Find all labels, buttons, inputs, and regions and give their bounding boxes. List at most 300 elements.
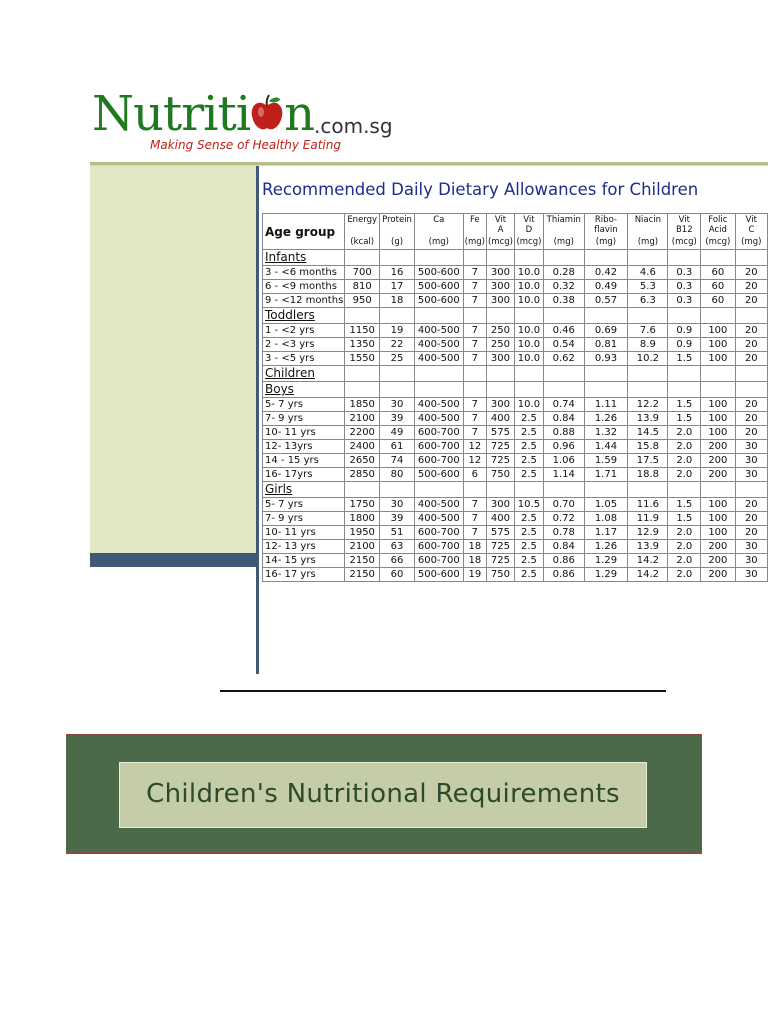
- value-cell: 500-600: [414, 266, 463, 280]
- value-cell: 1.5: [668, 412, 701, 426]
- value-cell: 600-700: [414, 440, 463, 454]
- value-cell: 2.5: [514, 540, 543, 554]
- value-cell: 2.0: [668, 454, 701, 468]
- value-cell: 19: [463, 568, 486, 582]
- section-label: Toddlers: [263, 308, 345, 324]
- table-row: [263, 294, 768, 308]
- value-cell: 19: [380, 324, 415, 338]
- value-cell: 7: [463, 426, 486, 440]
- age-cell: 2 - <3 yrs: [263, 338, 345, 352]
- empty-cell: [345, 366, 380, 382]
- empty-cell: [628, 250, 668, 266]
- value-cell: 30: [380, 398, 415, 412]
- value-cell: 22: [380, 338, 415, 352]
- value-cell: 1.32: [584, 426, 628, 440]
- banner-title: Children's Nutritional Requirements: [146, 779, 620, 809]
- empty-cell: [414, 482, 463, 498]
- apple-icon: [250, 88, 284, 126]
- empty-cell: [414, 308, 463, 324]
- value-cell: 12.9: [628, 526, 668, 540]
- empty-cell: [345, 382, 380, 398]
- value-cell: 0.46: [543, 324, 584, 338]
- value-cell: 60: [701, 280, 736, 294]
- column-header: [414, 214, 463, 250]
- section-label: Infants: [263, 250, 345, 266]
- value-cell: 500-600: [414, 294, 463, 308]
- empty-cell: [668, 382, 701, 398]
- value-cell: 100: [701, 498, 736, 512]
- value-cell: 12: [463, 454, 486, 468]
- value-cell: 750: [486, 568, 514, 582]
- table-row: [263, 398, 768, 412]
- value-cell: 5.3: [628, 280, 668, 294]
- empty-cell: [584, 382, 628, 398]
- table-row: [263, 526, 768, 540]
- value-cell: 1.71: [584, 468, 628, 482]
- column-name-line: B12: [675, 225, 693, 235]
- value-cell: 7: [463, 294, 486, 308]
- value-cell: 1150: [345, 324, 380, 338]
- value-cell: 100: [701, 526, 736, 540]
- column-name-line: flavin: [594, 225, 618, 235]
- value-cell: 10.0: [514, 398, 543, 412]
- column-name-line: A: [497, 225, 504, 235]
- value-cell: 7: [463, 352, 486, 366]
- value-cell: 2100: [345, 540, 380, 554]
- value-cell: 80: [380, 468, 415, 482]
- value-cell: 39: [380, 412, 415, 426]
- value-cell: 300: [486, 398, 514, 412]
- value-cell: 1.26: [584, 540, 628, 554]
- logo-text-left: Nutriti: [92, 86, 251, 142]
- empty-cell: [735, 482, 767, 498]
- value-cell: 49: [380, 426, 415, 440]
- section-row: [263, 482, 768, 498]
- value-cell: 1950: [345, 526, 380, 540]
- value-cell: 20: [735, 498, 767, 512]
- column-unit: (mg): [637, 237, 659, 247]
- vertical-divider: [256, 166, 259, 674]
- column-unit: (kcal): [350, 237, 375, 247]
- column-unit: (mg): [553, 237, 574, 247]
- value-cell: 2400: [345, 440, 380, 454]
- value-cell: 100: [701, 512, 736, 526]
- value-cell: 51: [380, 526, 415, 540]
- column-name-line: Fe: [470, 215, 480, 225]
- value-cell: 12.2: [628, 398, 668, 412]
- empty-cell: [486, 482, 514, 498]
- value-cell: 7: [463, 498, 486, 512]
- value-cell: 810: [345, 280, 380, 294]
- table-row: [263, 454, 768, 468]
- logo-text-right: n: [284, 86, 315, 142]
- table-row: [263, 280, 768, 294]
- section-label: Girls: [263, 482, 345, 498]
- column-header: [463, 214, 486, 250]
- value-cell: 500-600: [414, 280, 463, 294]
- value-cell: 15.8: [628, 440, 668, 454]
- table-row: [263, 324, 768, 338]
- empty-cell: [668, 482, 701, 498]
- value-cell: 30: [735, 568, 767, 582]
- column-unit: (mcg): [487, 237, 513, 247]
- value-cell: 63: [380, 540, 415, 554]
- age-cell: 7- 9 yrs: [263, 412, 345, 426]
- value-cell: 0.3: [668, 294, 701, 308]
- value-cell: 20: [735, 280, 767, 294]
- value-cell: 500-600: [414, 568, 463, 582]
- column-header: [735, 214, 767, 250]
- table-row: [263, 554, 768, 568]
- value-cell: 0.32: [543, 280, 584, 294]
- value-cell: 300: [486, 294, 514, 308]
- value-cell: 0.84: [543, 412, 584, 426]
- column-name-lines: [669, 215, 699, 237]
- column-unit: (mcg): [705, 237, 731, 247]
- banner-panel: [119, 762, 647, 828]
- column-header: [628, 214, 668, 250]
- empty-cell: [628, 366, 668, 382]
- empty-cell: [414, 366, 463, 382]
- column-name-line: Vit: [523, 215, 535, 225]
- value-cell: 0.3: [668, 280, 701, 294]
- empty-cell: [543, 366, 584, 382]
- column-unit: (mg): [464, 237, 485, 247]
- value-cell: 0.28: [543, 266, 584, 280]
- value-cell: 0.74: [543, 398, 584, 412]
- age-cell: 16- 17 yrs: [263, 568, 345, 582]
- empty-cell: [463, 250, 486, 266]
- value-cell: 2.0: [668, 468, 701, 482]
- value-cell: 7: [463, 266, 486, 280]
- value-cell: 2.5: [514, 426, 543, 440]
- column-name-lines: [545, 215, 583, 237]
- empty-cell: [514, 366, 543, 382]
- value-cell: 2.5: [514, 468, 543, 482]
- value-cell: 6: [463, 468, 486, 482]
- value-cell: 725: [486, 554, 514, 568]
- value-cell: 200: [701, 568, 736, 582]
- age-cell: 12- 13yrs: [263, 440, 345, 454]
- value-cell: 0.93: [584, 352, 628, 366]
- empty-cell: [486, 366, 514, 382]
- column-name-line: Protein: [382, 215, 412, 225]
- value-cell: 0.84: [543, 540, 584, 554]
- empty-cell: [543, 482, 584, 498]
- value-cell: 13.9: [628, 412, 668, 426]
- value-cell: 10.0: [514, 266, 543, 280]
- value-cell: 0.86: [543, 554, 584, 568]
- logo-wordmark: [92, 86, 314, 142]
- value-cell: 10.2: [628, 352, 668, 366]
- empty-cell: [380, 366, 415, 382]
- value-cell: 1.05: [584, 498, 628, 512]
- empty-cell: [345, 250, 380, 266]
- value-cell: 10.0: [514, 338, 543, 352]
- value-cell: 66: [380, 554, 415, 568]
- value-cell: 1.08: [584, 512, 628, 526]
- value-cell: 7: [463, 512, 486, 526]
- value-cell: 0.49: [584, 280, 628, 294]
- value-cell: 2.5: [514, 526, 543, 540]
- column-name-lines: [488, 215, 513, 237]
- empty-cell: [345, 482, 380, 498]
- column-header: [701, 214, 736, 250]
- value-cell: 200: [701, 554, 736, 568]
- column-name-line: Niacin: [634, 215, 662, 225]
- table-row: [263, 512, 768, 526]
- column-name-line: Vit: [678, 215, 690, 225]
- value-cell: 400: [486, 512, 514, 526]
- table-row: [263, 266, 768, 280]
- value-cell: 30: [735, 454, 767, 468]
- value-cell: 20: [735, 338, 767, 352]
- value-cell: 20: [735, 398, 767, 412]
- value-cell: 2.0: [668, 554, 701, 568]
- value-cell: 750: [486, 468, 514, 482]
- empty-cell: [463, 308, 486, 324]
- value-cell: 200: [701, 540, 736, 554]
- value-cell: 17.5: [628, 454, 668, 468]
- value-cell: 7: [463, 280, 486, 294]
- value-cell: 725: [486, 440, 514, 454]
- value-cell: 17: [380, 280, 415, 294]
- column-name-lines: [346, 215, 378, 237]
- value-cell: 6.3: [628, 294, 668, 308]
- value-cell: 2.0: [668, 440, 701, 454]
- value-cell: 2850: [345, 468, 380, 482]
- value-cell: 2.5: [514, 512, 543, 526]
- value-cell: 300: [486, 352, 514, 366]
- column-unit: (mg): [741, 237, 762, 247]
- column-name-line: Thiamin: [546, 215, 581, 225]
- value-cell: 1.14: [543, 468, 584, 482]
- value-cell: 600-700: [414, 426, 463, 440]
- value-cell: 11.9: [628, 512, 668, 526]
- section-label: Boys: [263, 382, 345, 398]
- value-cell: 0.70: [543, 498, 584, 512]
- table-row: [263, 540, 768, 554]
- empty-cell: [414, 382, 463, 398]
- value-cell: 18.8: [628, 468, 668, 482]
- value-cell: 0.54: [543, 338, 584, 352]
- empty-cell: [380, 382, 415, 398]
- value-cell: 60: [701, 266, 736, 280]
- value-cell: 30: [735, 440, 767, 454]
- column-name-line: Acid: [708, 225, 727, 235]
- value-cell: 200: [701, 454, 736, 468]
- value-cell: 0.9: [668, 324, 701, 338]
- value-cell: 575: [486, 426, 514, 440]
- value-cell: 0.72: [543, 512, 584, 526]
- value-cell: 1.5: [668, 498, 701, 512]
- column-header: [514, 214, 543, 250]
- empty-cell: [584, 366, 628, 382]
- column-unit: (mg): [595, 237, 617, 247]
- value-cell: 600-700: [414, 454, 463, 468]
- column-name-line: Vit: [494, 215, 507, 225]
- column-name-line: C: [748, 225, 755, 235]
- empty-cell: [701, 250, 736, 266]
- empty-cell: [380, 308, 415, 324]
- value-cell: 10.5: [514, 498, 543, 512]
- empty-cell: [735, 382, 767, 398]
- column-unit: (g): [391, 237, 404, 247]
- value-cell: 0.86: [543, 568, 584, 582]
- value-cell: 61: [380, 440, 415, 454]
- empty-cell: [414, 250, 463, 266]
- empty-cell: [701, 308, 736, 324]
- value-cell: 7: [463, 398, 486, 412]
- value-cell: 8.9: [628, 338, 668, 352]
- column-name-lines: [737, 215, 766, 237]
- value-cell: 25: [380, 352, 415, 366]
- value-cell: 16: [380, 266, 415, 280]
- age-cell: 14 - 15 yrs: [263, 454, 345, 468]
- site-logo: [92, 86, 393, 156]
- age-cell: 12- 13 yrs: [263, 540, 345, 554]
- empty-cell: [701, 482, 736, 498]
- empty-cell: [735, 250, 767, 266]
- value-cell: 500-600: [414, 468, 463, 482]
- value-cell: 600-700: [414, 526, 463, 540]
- value-cell: 1350: [345, 338, 380, 352]
- age-cell: 3 - <5 yrs: [263, 352, 345, 366]
- table-body: [263, 250, 768, 582]
- value-cell: 100: [701, 352, 736, 366]
- column-name-line: Vit: [745, 215, 757, 225]
- age-group-header: Age group: [263, 214, 345, 250]
- banner: [66, 734, 702, 854]
- age-cell: 16- 17yrs: [263, 468, 345, 482]
- column-name-line: Energy: [347, 215, 378, 225]
- value-cell: 12: [463, 440, 486, 454]
- value-cell: 4.6: [628, 266, 668, 280]
- value-cell: 7: [463, 324, 486, 338]
- column-name-lines: [629, 215, 666, 237]
- value-cell: 400-500: [414, 352, 463, 366]
- table-row: [263, 412, 768, 426]
- column-name-lines: [381, 215, 413, 237]
- column-header: [584, 214, 628, 250]
- value-cell: 600-700: [414, 540, 463, 554]
- empty-cell: [628, 308, 668, 324]
- value-cell: 13.9: [628, 540, 668, 554]
- value-cell: 600-700: [414, 554, 463, 568]
- value-cell: 0.69: [584, 324, 628, 338]
- value-cell: 100: [701, 412, 736, 426]
- rda-table: [262, 213, 768, 582]
- value-cell: 0.3: [668, 266, 701, 280]
- empty-cell: [514, 482, 543, 498]
- column-header: [345, 214, 380, 250]
- value-cell: 400-500: [414, 412, 463, 426]
- value-cell: 400-500: [414, 498, 463, 512]
- column-name-lines: [586, 215, 627, 237]
- value-cell: 0.62: [543, 352, 584, 366]
- value-cell: 10.0: [514, 352, 543, 366]
- value-cell: 400-500: [414, 512, 463, 526]
- value-cell: 7: [463, 526, 486, 540]
- left-sidebar-panel: [90, 166, 256, 553]
- value-cell: 2.0: [668, 568, 701, 582]
- empty-cell: [463, 482, 486, 498]
- empty-cell: [701, 366, 736, 382]
- section-row: [263, 308, 768, 324]
- value-cell: 10.0: [514, 294, 543, 308]
- column-unit: (mg): [428, 237, 449, 247]
- empty-cell: [584, 482, 628, 498]
- left-sidebar-band: [90, 553, 256, 567]
- empty-cell: [628, 482, 668, 498]
- logo-domain: .com.sg: [314, 114, 393, 138]
- empty-cell: [345, 308, 380, 324]
- value-cell: 2150: [345, 568, 380, 582]
- logo-tagline: Making Sense of Healthy Eating: [150, 138, 341, 152]
- age-cell: 9 - <12 months: [263, 294, 345, 308]
- column-name-lines: [702, 215, 734, 237]
- column-name-line: Folic: [708, 215, 728, 225]
- age-cell: 5- 7 yrs: [263, 498, 345, 512]
- empty-cell: [628, 382, 668, 398]
- age-cell: 1 - <2 yrs: [263, 324, 345, 338]
- value-cell: 20: [735, 426, 767, 440]
- value-cell: 30: [380, 498, 415, 512]
- value-cell: 1.17: [584, 526, 628, 540]
- value-cell: 250: [486, 324, 514, 338]
- empty-cell: [514, 382, 543, 398]
- value-cell: 60: [701, 294, 736, 308]
- empty-cell: [463, 382, 486, 398]
- value-cell: 0.81: [584, 338, 628, 352]
- empty-cell: [514, 250, 543, 266]
- age-cell: 5- 7 yrs: [263, 398, 345, 412]
- empty-cell: [543, 250, 584, 266]
- table-row: [263, 568, 768, 582]
- value-cell: 725: [486, 454, 514, 468]
- empty-cell: [486, 308, 514, 324]
- value-cell: 400-500: [414, 398, 463, 412]
- value-cell: 300: [486, 498, 514, 512]
- value-cell: 60: [380, 568, 415, 582]
- value-cell: 2100: [345, 412, 380, 426]
- table-row: [263, 440, 768, 454]
- value-cell: 20: [735, 352, 767, 366]
- value-cell: 575: [486, 526, 514, 540]
- empty-cell: [701, 382, 736, 398]
- value-cell: 200: [701, 440, 736, 454]
- value-cell: 2.5: [514, 554, 543, 568]
- value-cell: 10.0: [514, 280, 543, 294]
- value-cell: 39: [380, 512, 415, 526]
- empty-cell: [668, 366, 701, 382]
- value-cell: 7: [463, 412, 486, 426]
- column-header: [380, 214, 415, 250]
- empty-cell: [543, 382, 584, 398]
- value-cell: 400: [486, 412, 514, 426]
- value-cell: 10.0: [514, 324, 543, 338]
- value-cell: 1.29: [584, 554, 628, 568]
- value-cell: 2.0: [668, 540, 701, 554]
- table-row: [263, 468, 768, 482]
- value-cell: 1750: [345, 498, 380, 512]
- value-cell: 100: [701, 324, 736, 338]
- empty-cell: [380, 482, 415, 498]
- age-cell: 10- 11 yrs: [263, 526, 345, 540]
- column-name-line: Ribo-: [594, 215, 617, 225]
- value-cell: 2200: [345, 426, 380, 440]
- value-cell: 30: [735, 540, 767, 554]
